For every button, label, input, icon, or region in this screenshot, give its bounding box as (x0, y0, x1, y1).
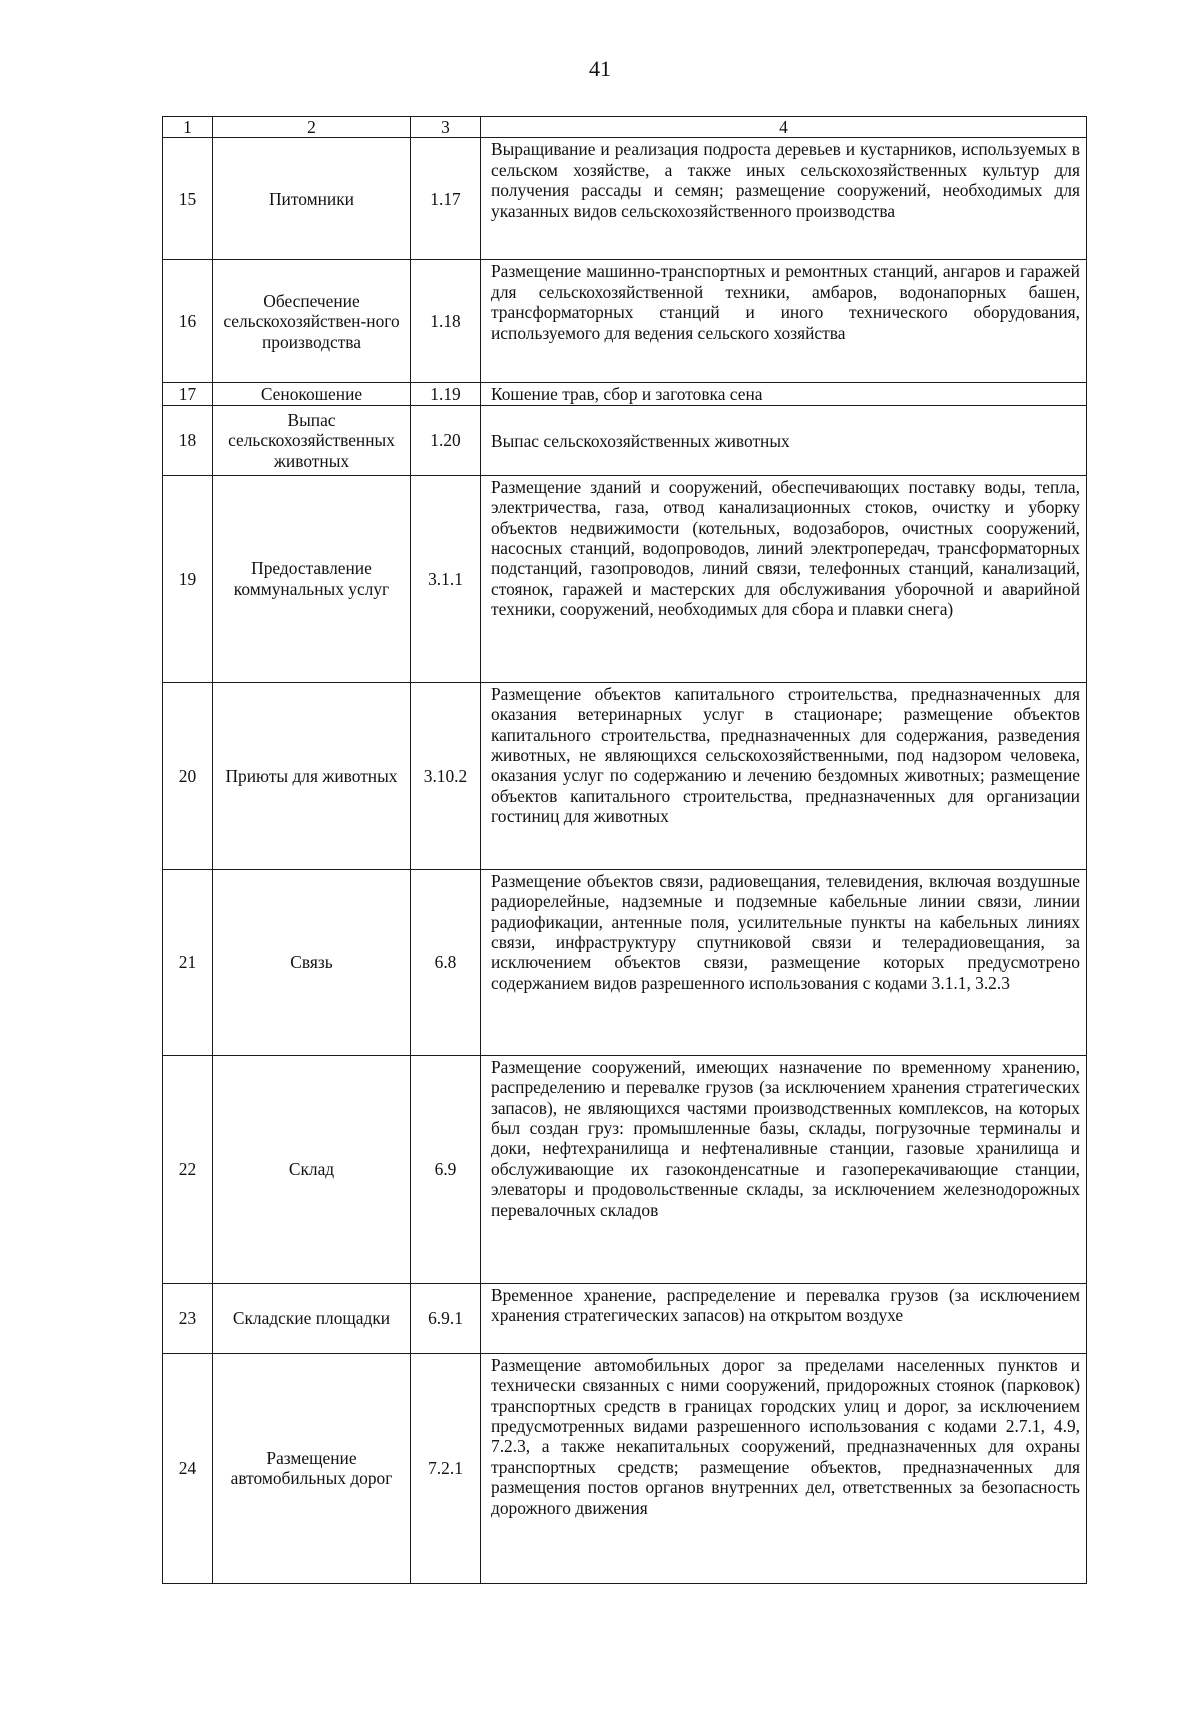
column-header-description: 4 (481, 117, 1087, 138)
column-header-code: 3 (411, 117, 481, 138)
row-description: Размещение объектов капитального строительства, предназначенных для оказания ветеринарных услуг в стационаре; размещение объектов капитального строительства, предназначенных для содержания, разведения животных, не являющихся сельскохозяйственными, под надзором человека, оказания услуг по содержанию и лечению бездомных животных; размещение объектов капитального строительства, предназначенных для организации гостиниц для животных (481, 682, 1087, 869)
table-row (163, 260, 1087, 383)
row-description: Размещение зданий и сооружений, обеспечивающих поставку воды, тепла, электричества, газа, отвод канализационных стоков, очистку и уборку объектов недвижимости (котельных, водозаборов, очистных сооружений, насосных станций, водопроводов, линий электропередач, трансформаторных подстанций, газопроводов, линий связи, телефонных станций, канализаций, стоянок, гаражей и мастерских для обслуживания уборочной и аварийной техники, сооружений, необходимых для сбора и плавки снега) (481, 475, 1087, 682)
row-number: 17 (163, 383, 213, 405)
row-number: 24 (163, 1353, 213, 1583)
row-code: 3.10.2 (411, 682, 481, 869)
row-name: Склад (213, 1055, 411, 1283)
row-number: 15 (163, 138, 213, 260)
row-description: Размещение автомобильных дорог за пределами населенных пунктов и технически связанных с ними сооружений, придорожных стоянок (парковок) транспортных средств в границах городских улиц и дорог, за исключением предусмотренных видами разрешенного использования с кодами 2.7.1, 4.9, 7.2.3, а также некапитальных сооружений, предназначенных для охраны транспортных средств; размещение объектов, предназначенных для размещения постов органов внутренних дел, ответственных за безопасность дорожного движения (481, 1353, 1087, 1583)
row-description: Выпас сельскохозяйственных животных (481, 405, 1087, 475)
table-row (163, 383, 1087, 405)
row-code: 6.9.1 (411, 1283, 481, 1353)
row-description: Кошение трав, сбор и заготовка сена (481, 383, 1087, 405)
table-row (163, 475, 1087, 682)
column-header-name: 2 (213, 117, 411, 138)
row-name: Обеспечение сельскохозяйствен-ного производства (213, 260, 411, 383)
row-name: Сенокошение (213, 383, 411, 405)
row-description: Размещение машинно-транспортных и ремонтных станций, ангаров и гаражей для сельскохозяйственной техники, амбаров, водонапорных башен, трансформаторных станций и иного технического оборудования, используемого для ведения сельского хозяйства (481, 260, 1087, 383)
table-header-row (163, 117, 1087, 138)
row-number: 21 (163, 869, 213, 1055)
column-header-number: 1 (163, 117, 213, 138)
row-name: Размещение автомобильных дорог (213, 1353, 411, 1583)
table-row (163, 405, 1087, 475)
row-name: Приюты для животных (213, 682, 411, 869)
table-row (163, 682, 1087, 869)
row-number: 18 (163, 405, 213, 475)
page-number: 41 (589, 56, 611, 81)
row-description: Размещение сооружений, имеющих назначение по временному хранению, распределению и перевалке грузов (за исключением хранения стратегических запасов), не являющихся частями производственных комплексов, на которых был создан груз: промышленные базы, склады, погрузочные терминалы и доки, нефтехранилища и нефтеналивные станции, газовые хранилища и обслуживающие их газоконденсатные и газоперекачивающие станции, элеваторы и продовольственные склады, за исключением железнодорожных перевалочных складов (481, 1055, 1087, 1283)
row-name: Питомники (213, 138, 411, 260)
row-number: 19 (163, 475, 213, 682)
row-code: 1.18 (411, 260, 481, 383)
row-code: 1.20 (411, 405, 481, 475)
table-row (163, 869, 1087, 1055)
row-code: 6.9 (411, 1055, 481, 1283)
row-number: 16 (163, 260, 213, 383)
row-code: 1.17 (411, 138, 481, 260)
row-number: 23 (163, 1283, 213, 1353)
table-row (163, 1283, 1087, 1353)
row-description: Выращивание и реализация подроста деревьев и кустарников, используемых в сельском хозяйстве, а также иных сельскохозяйственных культур для получения рассады и семян; размещение сооружений, необходимых для указанных видов сельскохозяйственного производства (481, 138, 1087, 260)
table-row (163, 1353, 1087, 1583)
row-description: Размещение объектов связи, радиовещания, телевидения, включая воздушные радиорелейные, надземные и подземные кабельные линии связи, линии радиофикации, антенные поля, усилительные пункты на кабельных линиях связи, инфраструктуру спутниковой связи и телерадиовещания, за исключением объектов связи, размещение которых предусмотрено содержанием видов разрешенного использования с кодами 3.1.1, 3.2.3 (481, 869, 1087, 1055)
row-code: 7.2.1 (411, 1353, 481, 1583)
row-name: Складские площадки (213, 1283, 411, 1353)
land-use-table (162, 116, 1087, 1584)
table-row (163, 1055, 1087, 1283)
row-code: 6.8 (411, 869, 481, 1055)
table-row (163, 138, 1087, 260)
row-code: 1.19 (411, 383, 481, 405)
row-name: Выпас сельскохозяйственных животных (213, 405, 411, 475)
row-description: Временное хранение, распределение и перевалка грузов (за исключением хранения стратегических запасов) на открытом воздухе (481, 1283, 1087, 1353)
row-number: 22 (163, 1055, 213, 1283)
row-name: Предоставление коммунальных услуг (213, 475, 411, 682)
row-name: Связь (213, 869, 411, 1055)
row-number: 20 (163, 682, 213, 869)
row-code: 3.1.1 (411, 475, 481, 682)
